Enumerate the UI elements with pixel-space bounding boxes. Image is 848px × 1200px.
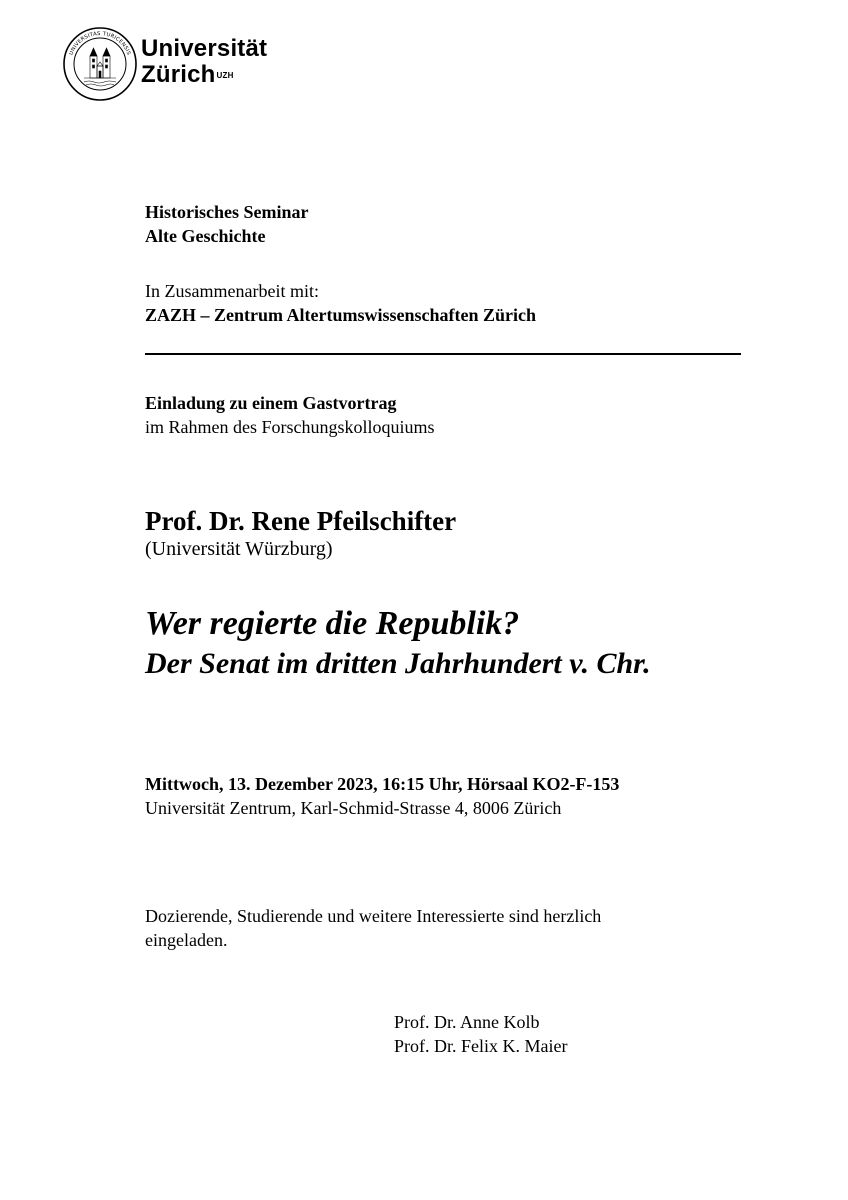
invite-note-line-1: Dozierende, Studierende und weitere Interessierte sind herzlich (145, 906, 602, 926)
speaker-name: Prof. Dr. Rene Pfeilschifter (145, 506, 457, 536)
divider-line (145, 353, 741, 355)
event-address: Universität Zentrum, Karl-Schmid-Strasse 4, 8006 Zürich (145, 798, 562, 818)
event-datetime-place: Mittwoch, 13. Dezember 2023, 16:15 Uhr, Hörsaal KO2-F-153 (145, 774, 620, 794)
wordmark-superscript: UZH (216, 71, 234, 80)
invitation-title: Einladung zu einem Gastvortrag (145, 393, 397, 413)
speaker-affiliation: (Universität Würzburg) (145, 538, 333, 560)
university-wordmark (141, 36, 267, 88)
signature-name-2: Prof. Dr. Felix K. Maier (394, 1036, 568, 1056)
collaboration-block (145, 279, 536, 327)
collaboration-partner: ZAZH – Zentrum Altertumswissenschaften Zürich (145, 305, 536, 325)
wordmark-line-1: Universität (141, 35, 268, 62)
talk-title-line-1: Wer regierte die Republik? (145, 605, 520, 642)
university-seal-icon (62, 26, 138, 102)
invite-note-line-2: eingeladen. (145, 930, 228, 950)
collaboration-label: In Zusammenarbeit mit: (145, 281, 319, 301)
section-name: Alte Geschichte (145, 226, 266, 246)
university-logo (62, 26, 282, 102)
event-details-block (145, 772, 619, 820)
svg-text:UNIVERSITAS TURICENSIS: UNIVERSITAS TURICENSIS (68, 30, 132, 57)
signature-block (394, 1010, 567, 1058)
signature-name-1: Prof. Dr. Anne Kolb (394, 1012, 540, 1032)
speaker-block (145, 505, 456, 561)
talk-title-block (145, 604, 651, 684)
invitation-subtitle: im Rahmen des Forschungskolloquiums (145, 417, 435, 437)
wordmark-line-2: Zürich$^{UZH}$ (141, 61, 234, 88)
talk-title-line-2: Der Senat im dritten Jahrhundert v. Chr. (145, 647, 651, 680)
department-block (145, 200, 309, 248)
invite-note-block (145, 904, 601, 952)
department-name: Historisches Seminar (145, 202, 309, 222)
invitation-block (145, 391, 435, 439)
